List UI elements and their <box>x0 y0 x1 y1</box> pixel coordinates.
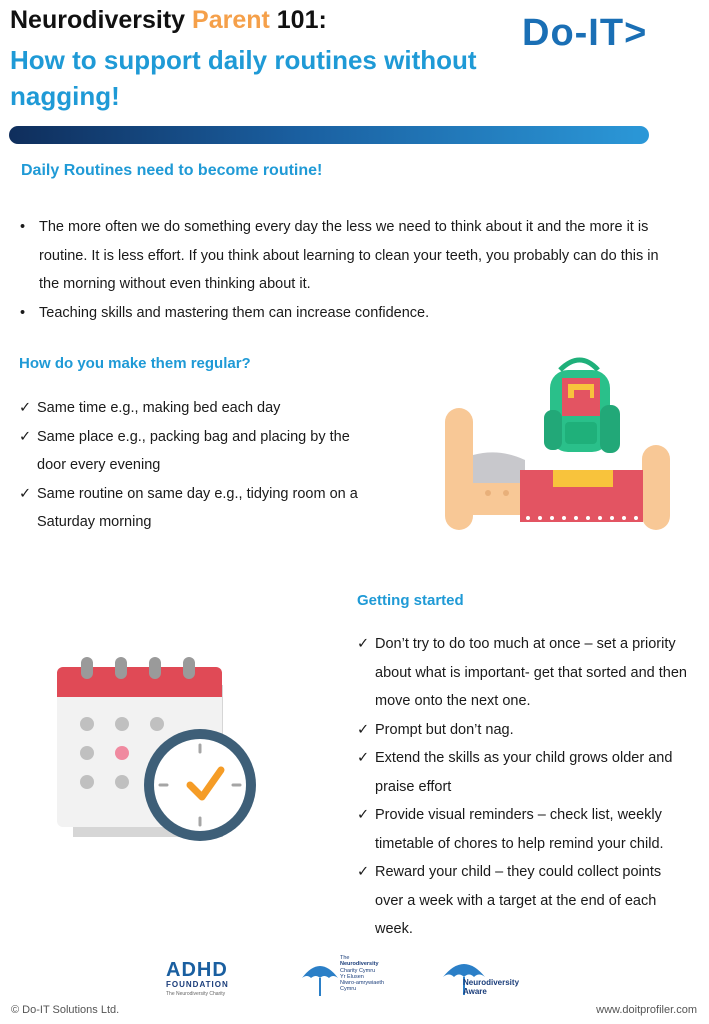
bullet-list <box>20 213 660 327</box>
page-title: Neurodiversity Parent 101: <box>10 6 327 34</box>
section-heading-getting-started: Getting started <box>357 592 464 609</box>
checklist-getting-started <box>357 630 692 944</box>
umbrella-icon <box>300 958 340 1000</box>
list-item: ✓ Provide visual reminders – check list, weekly timetable of chores to help remind your child. <box>357 801 692 858</box>
check-icon: ✓ <box>19 428 32 445</box>
do-it-logo: Do-IT> <box>522 12 648 54</box>
list-item: • The more often we do something every day the less we need to think about it and the more it is routine. It is less effort. If you think about learning to clean your teeth, you probably can do this in the morning without even thinking about it. <box>20 219 659 292</box>
section-heading-daily-routines: Daily Routines need to become routine! <box>21 162 323 179</box>
check-icon: ✓ <box>357 721 370 738</box>
check-icon: ✓ <box>357 750 370 766</box>
list-item: ✓ Same routine on same day e.g., tidying room on a Saturday morning <box>19 480 359 537</box>
section-heading-regular: How do you make them regular? <box>19 355 251 372</box>
list-item: • Teaching skills and mastering them can increase confidence. <box>20 304 430 321</box>
header-divider-bar <box>9 126 649 144</box>
check-icon: ✓ <box>357 807 370 823</box>
charity-cymru-logo-text: The Neurodiversity Charity Cymru Yr Elusen Niwro-amrywiaeth Cymru <box>340 955 385 993</box>
calendar-clock-illustration <box>55 655 260 850</box>
list-item: ✓ Extend the skills as your child grows older and praise effort <box>357 744 692 801</box>
check-icon: ✓ <box>357 864 370 880</box>
list-item: ✓ Same time e.g., making bed each day <box>19 394 359 423</box>
checklist-regular <box>19 394 359 537</box>
list-item: ✓ Don’t try to do too much at once – set a priority about what is important- get that sorted and then move onto the next one. <box>357 630 692 716</box>
footer-copyright: © Do-IT Solutions Ltd. <box>11 1004 120 1016</box>
check-icon: ✓ <box>357 636 370 652</box>
check-icon: ✓ <box>19 485 32 502</box>
footer-website-link[interactable]: www.doitprofiler.com <box>596 1004 697 1016</box>
bed-backpack-illustration <box>440 350 675 535</box>
check-icon: ✓ <box>19 400 32 416</box>
list-item: ✓ Same place e.g., packing bag and placing by the door every evening <box>19 423 359 480</box>
list-item: ✓ Reward your child – they could collect points over a week with a target at the end of each week. <box>357 858 692 944</box>
adhd-foundation-logo: ADHD FOUNDATION The Neurodiversity Charity <box>166 959 229 997</box>
list-item: ✓ Prompt but don’t nag. <box>357 716 692 745</box>
page-subtitle: How to support daily routines without nagging! <box>10 45 477 111</box>
neurodiversity-aware-logo-text: Neurodiversity Aware <box>463 978 520 996</box>
